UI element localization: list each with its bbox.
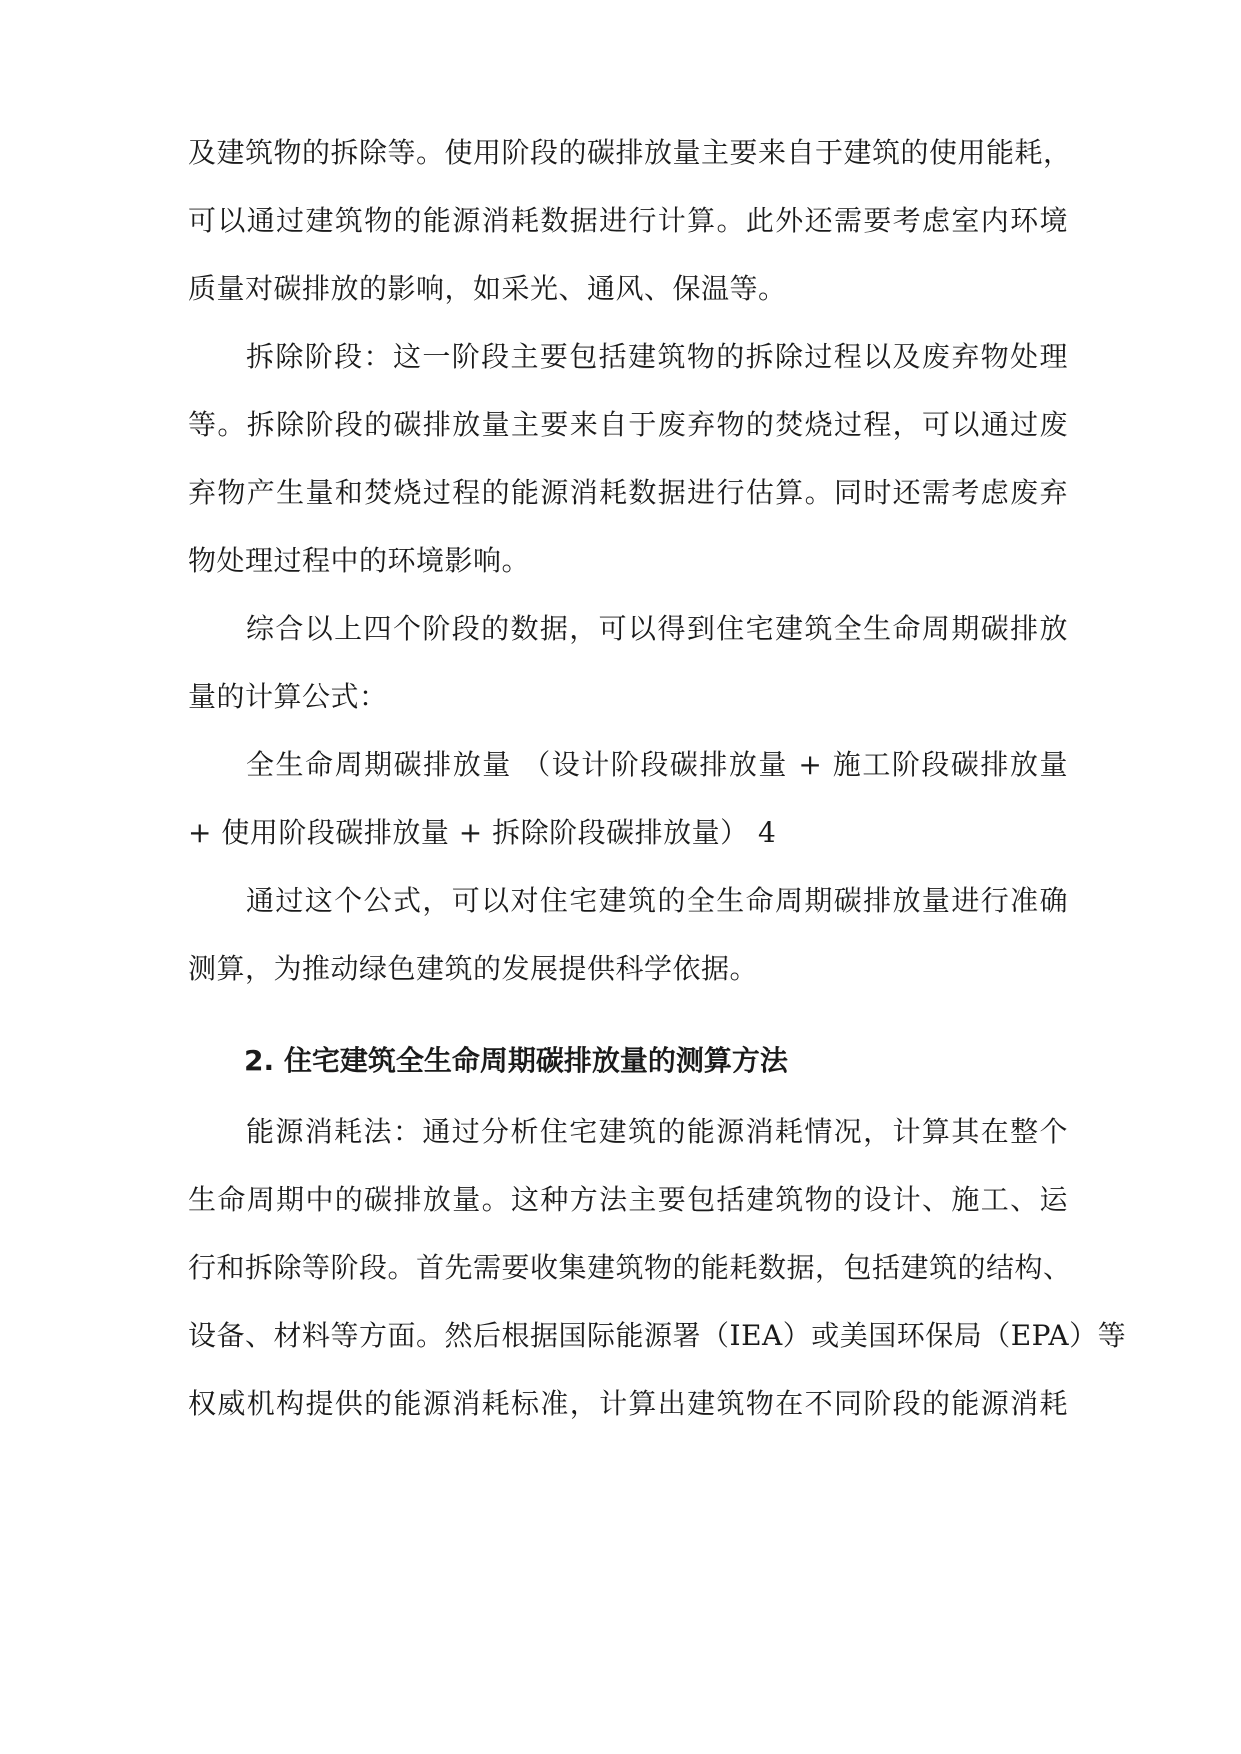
paragraph-line: 设备、材料等方面。然后根据国际能源署（IEA）或美国环保局（EPA）等 [188,1319,1127,1352]
paragraph-line: 可以通过建筑物的能源消耗数据进行计算。此外还需要考虑室内环境 [188,204,1068,237]
paragraph-line: 拆除阶段：这一阶段主要包括建筑物的拆除过程以及废弃物处理 [246,340,1068,373]
paragraph-line: 质量对碳排放的影响，如采光、通风、保温等。 [188,272,787,305]
paragraph-line: 权威机构提供的能源消耗标准，计算出建筑物在不同阶段的能源消耗 [188,1387,1068,1420]
paragraph-line: 及建筑物的拆除等。使用阶段的碳排放量主要来自于建筑的使用能耗， [188,136,1072,169]
paragraph-line: 综合以上四个阶段的数据，可以得到住宅建筑全生命周期碳排放 [246,612,1068,645]
paragraph-line: 物处理过程中的环境影响。 [188,544,531,577]
paragraph-line: 量的计算公式： [188,680,388,713]
formula-line: + 使用阶段碳排放量 + 拆除阶段碳排放量） 4 [188,816,777,849]
paragraph-line: 弃物产生量和焚烧过程的能源消耗数据进行估算。同时还需考虑废弃 [188,476,1068,509]
paragraph-line: 测算，为推动绿色建筑的发展提供科学依据。 [188,952,759,985]
paragraph-line: 通过这个公式，可以对住宅建筑的全生命周期碳排放量进行准确 [246,884,1068,917]
paragraph-line: 生命周期中的碳排放量。这种方法主要包括建筑物的设计、施工、运 [188,1183,1068,1216]
section-heading: 2. 住宅建筑全生命周期碳排放量的测算方法 [244,1044,788,1077]
paragraph-line: 行和拆除等阶段。首先需要收集建筑物的能耗数据，包括建筑的结构、 [188,1251,1072,1284]
formula-line: 全生命周期碳排放量 （设计阶段碳排放量 + 施工阶段碳排放量 [246,748,1068,781]
paragraph-line: 等。拆除阶段的碳排放量主要来自于废弃物的焚烧过程，可以通过废 [188,408,1068,441]
paragraph-line: 能源消耗法：通过分析住宅建筑的能源消耗情况，计算其在整个 [246,1115,1068,1148]
